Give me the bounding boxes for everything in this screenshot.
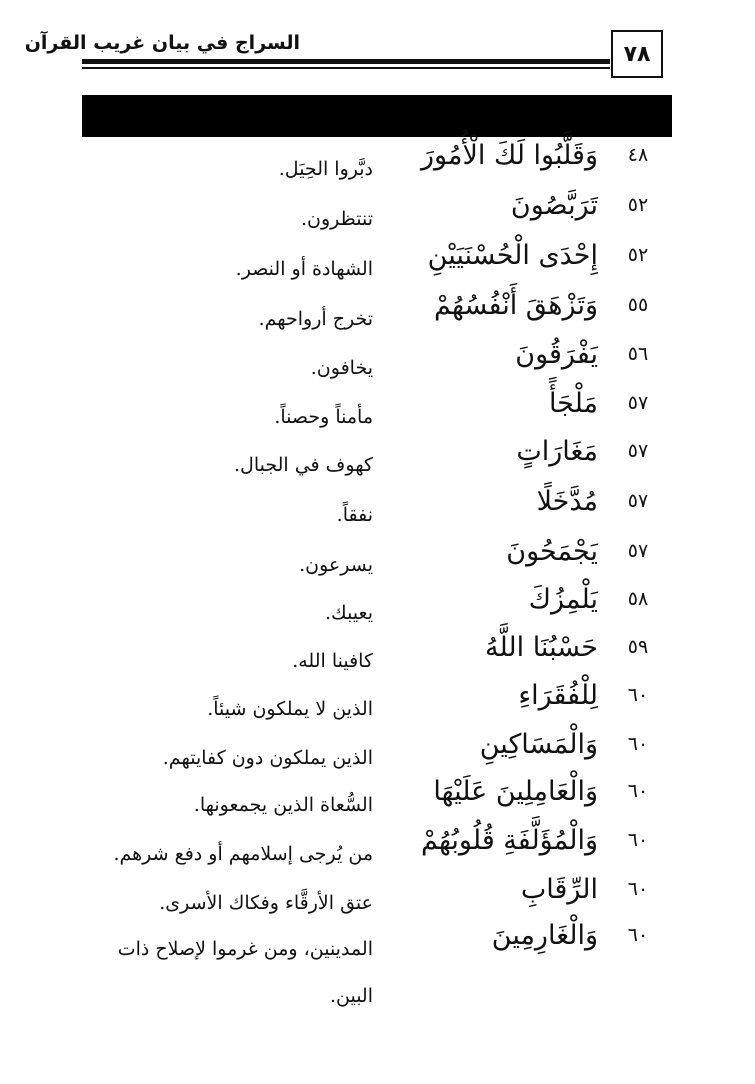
glossary-row — [0, 584, 755, 632]
word-meaning: مأمناً وحصناً. — [274, 406, 373, 428]
verse-number: ٦٠ — [627, 780, 649, 802]
verse-number: ٥٩ — [627, 636, 649, 658]
verse-number: ٦٠ — [627, 878, 649, 900]
verse-number: ٥٢ — [627, 244, 649, 266]
header-rule-thick — [82, 59, 610, 64]
quran-word: وَالْعَامِلِينَ عَلَيْهَا — [433, 776, 598, 807]
quran-word: تَرَبَّصُونَ — [510, 190, 598, 221]
verse-number: ٥٧ — [627, 540, 649, 562]
quran-word: الرِّقَابِ — [520, 874, 598, 905]
glossary-row — [0, 486, 755, 534]
word-meaning: تخرج أرواحهم. — [258, 308, 373, 330]
quran-word: مَغَارَاتٍ — [516, 436, 598, 467]
glossary-row — [0, 190, 755, 238]
quran-word: وَالْمَسَاكِينِ — [479, 729, 598, 760]
quran-word: يَجْمَحُونَ — [506, 536, 598, 567]
verse-number: ٦٠ — [627, 829, 649, 851]
word-meaning: يخافون. — [310, 357, 373, 379]
glossary-row — [0, 339, 755, 387]
word-meaning: دبَّروا الحِيَل. — [278, 158, 373, 180]
glossary-row — [0, 388, 755, 436]
glossary-row — [0, 776, 755, 824]
glossary-row — [0, 240, 755, 288]
word-meaning: الذين لا يملكون شيئاً. — [207, 698, 373, 720]
book-title: السراج في بيان غريب القرآن — [24, 32, 300, 54]
verse-number: ٥٢ — [627, 194, 649, 216]
quran-word: وَالْمُؤَلَّفَةِ قُلُوبُهُمْ — [421, 825, 598, 856]
glossary-row — [0, 140, 755, 188]
glossary-row — [0, 729, 755, 777]
page-number: ٧٨ — [623, 41, 651, 67]
word-meaning: عتق الأرقَّاء وفكاك الأسرى. — [159, 892, 373, 914]
word-meaning: كهوف في الجبال. — [233, 454, 373, 476]
black-band — [82, 95, 672, 137]
glossary-row — [0, 874, 755, 922]
quran-word: حَسْبُنَا اللَّهُ — [484, 632, 598, 663]
verse-number: ٥٧ — [627, 392, 649, 414]
verse-number: ٥٧ — [627, 490, 649, 512]
header-rule-thin — [82, 67, 610, 69]
verse-number: ٥٨ — [627, 588, 649, 610]
quran-word: وَالْغَارِمِينَ — [491, 920, 598, 951]
quran-word: إِحْدَى الْحُسْنَيَيْنِ — [427, 240, 598, 271]
glossary-list — [0, 140, 755, 1040]
quran-word: وَتَزْهَقَ أَنْفُسُهُمْ — [434, 290, 598, 321]
quran-word: مَلْجَأً — [548, 388, 598, 419]
verse-number: ٦٠ — [627, 733, 649, 755]
glossary-row — [0, 632, 755, 680]
glossary-row — [0, 825, 755, 873]
word-meaning: المدينين، ومن غرموا لإصلاح ذات البين. — [117, 938, 373, 1007]
verse-number: ٥٦ — [627, 343, 649, 365]
verse-number: ٤٨ — [627, 144, 649, 166]
word-meaning: الشهادة أو النصر. — [235, 258, 373, 280]
glossary-row — [0, 436, 755, 484]
word-meaning: تنتظرون. — [301, 208, 373, 230]
verse-number: ٦٠ — [627, 684, 649, 706]
quran-word: يَلْمِزُكَ — [528, 584, 598, 615]
word-meaning: يسرعون. — [299, 554, 373, 576]
word-meaning: من يُرجى إسلامهم أو دفع شرهم. — [113, 843, 373, 865]
quran-word: لِلْفُقَرَاءِ — [518, 680, 598, 711]
word-meaning: السُّعاة الذين يجمعونها. — [193, 794, 373, 816]
glossary-row — [0, 536, 755, 584]
word-meaning: كافينا الله. — [292, 650, 373, 672]
quran-word: يَفْرَقُونَ — [515, 339, 598, 370]
glossary-row — [0, 290, 755, 338]
page-header — [0, 0, 755, 90]
verse-number: ٦٠ — [627, 924, 649, 946]
word-meaning: الذين يملكون دون كفايتهم. — [162, 747, 373, 769]
glossary-row — [0, 920, 755, 1020]
verse-number: ٥٧ — [627, 440, 649, 462]
page-number-box — [611, 30, 663, 78]
glossary-row — [0, 680, 755, 728]
quran-word: وَقَلَّبُوا لَكَ الْأُمُورَ — [421, 140, 598, 171]
word-meaning: يعيبك. — [325, 602, 373, 624]
quran-word: مُدَّخَلًا — [536, 486, 598, 517]
verse-number: ٥٥ — [627, 294, 649, 316]
word-meaning: نفقاً. — [336, 504, 373, 526]
